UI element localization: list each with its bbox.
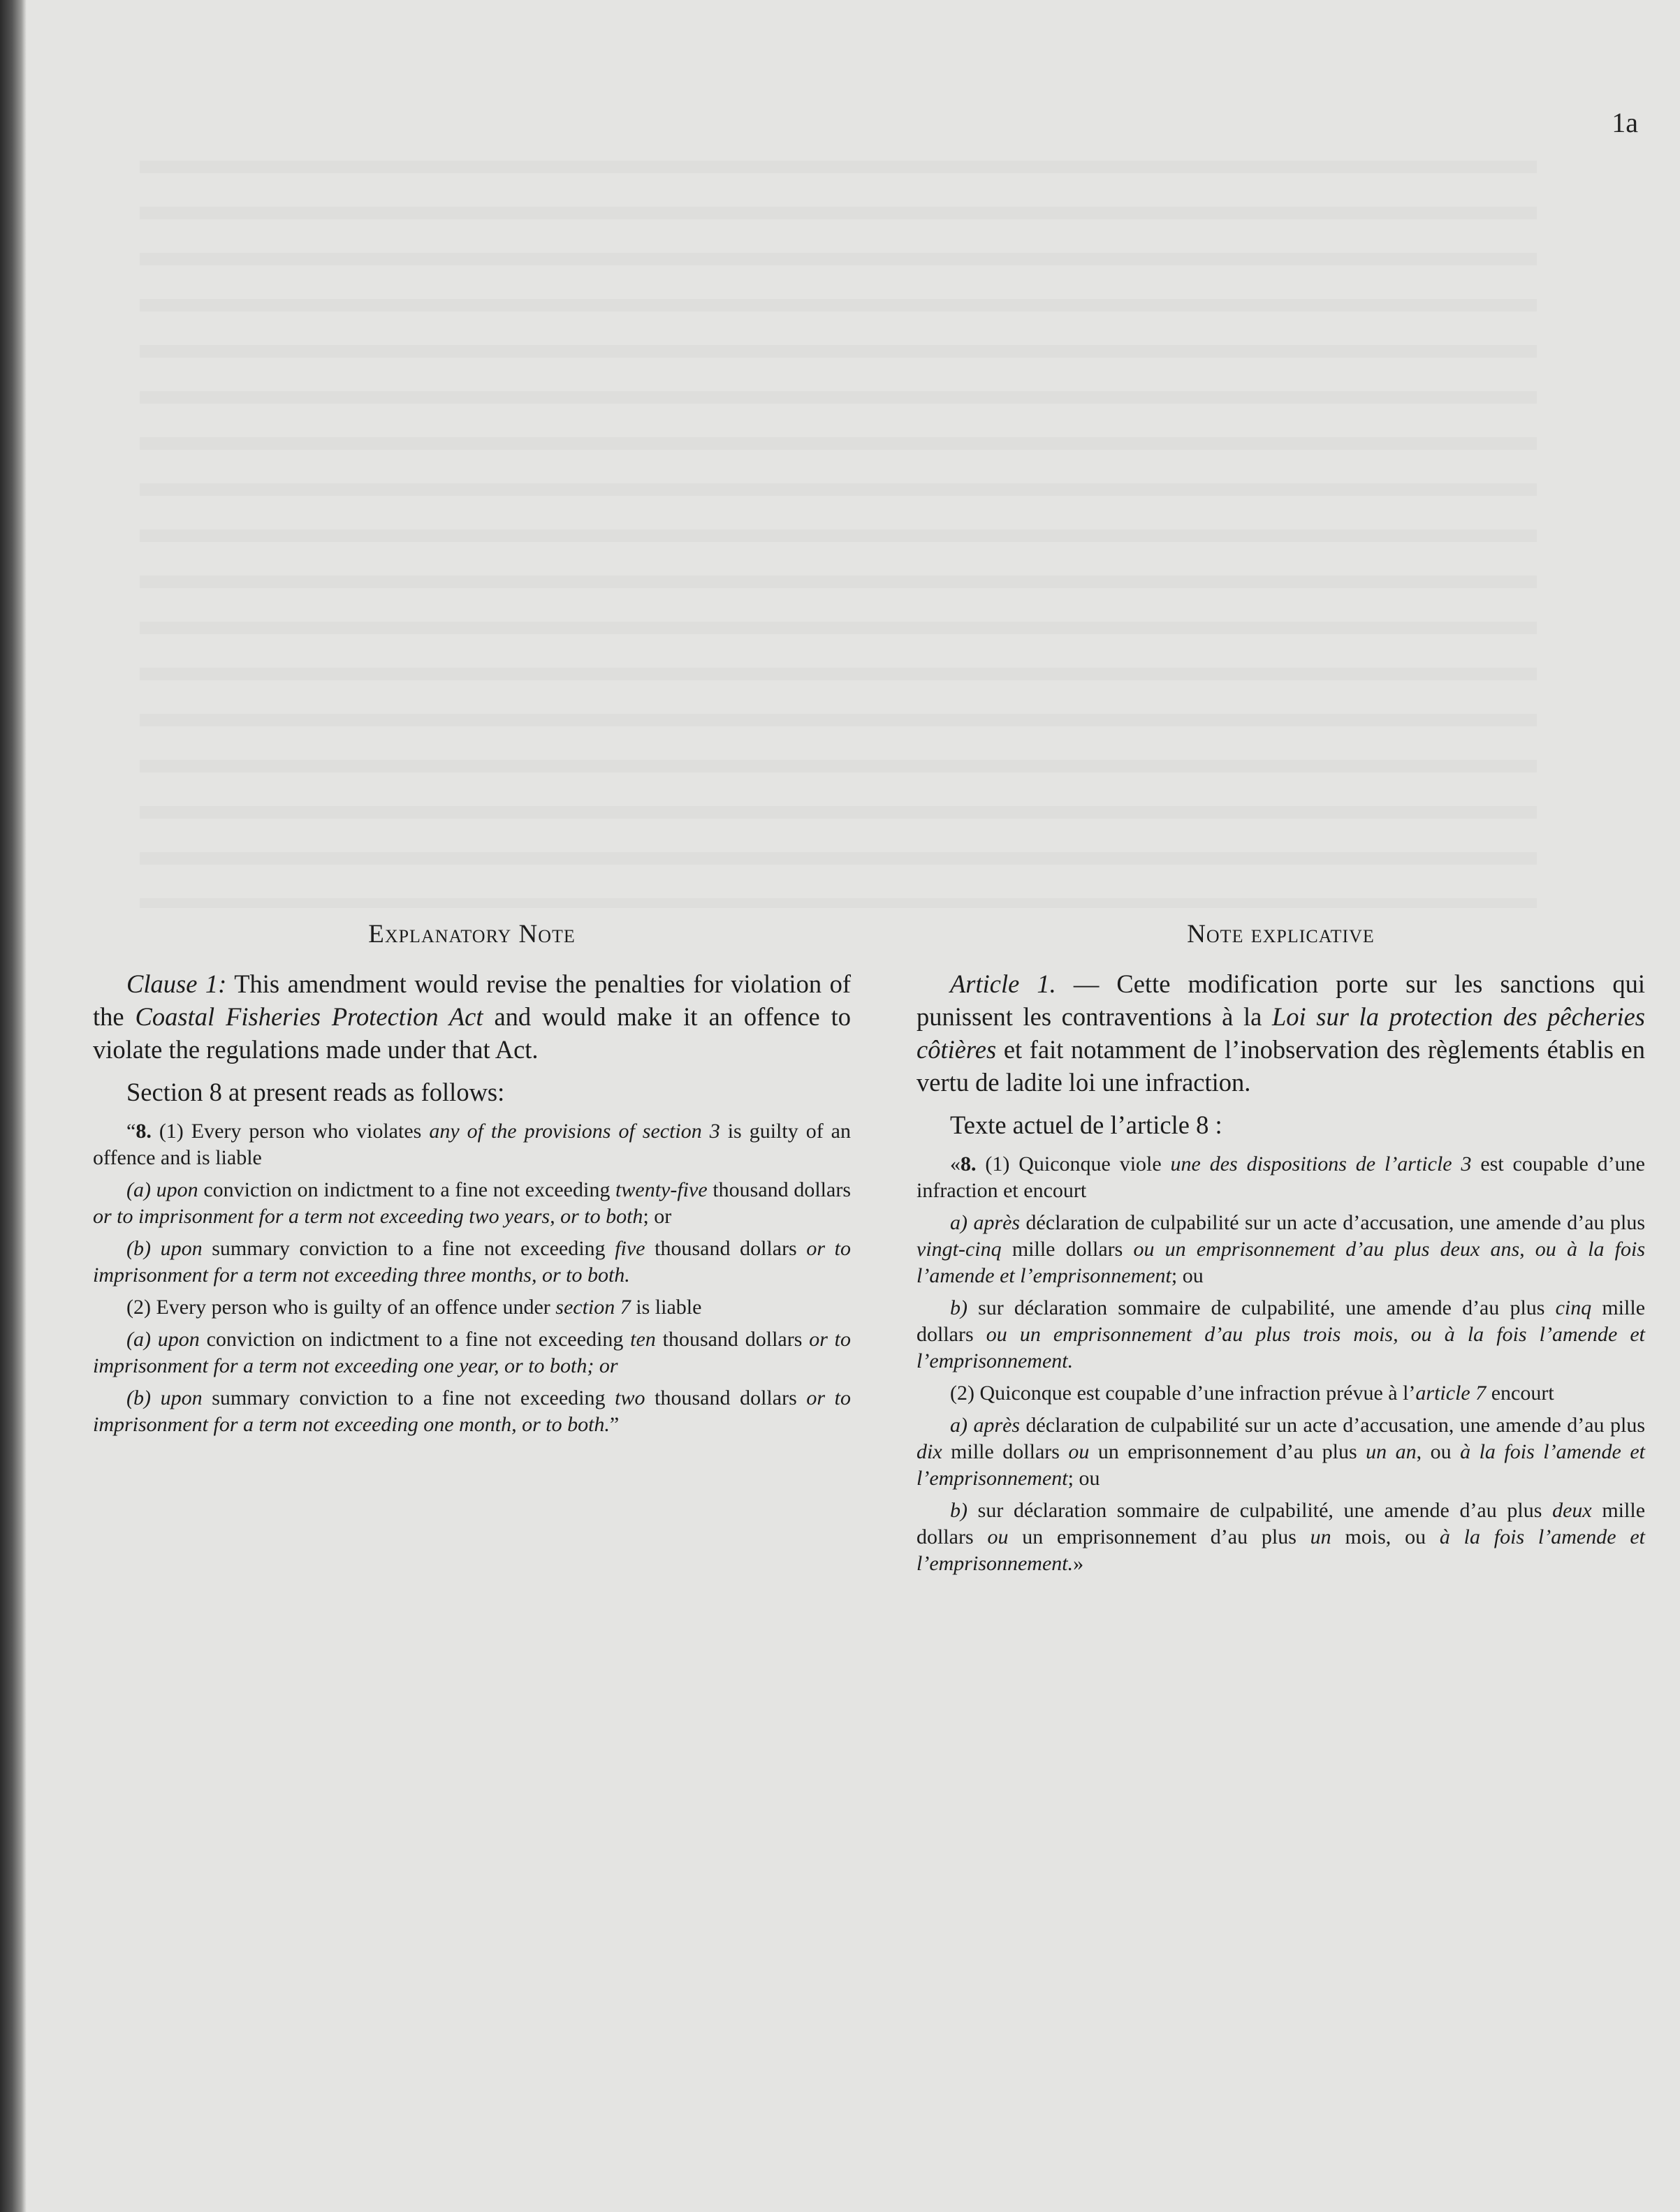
english-section-8-lead: Section 8 at present reads as follows: [126, 1078, 505, 1106]
english-s8-1b: (b) upon summary conviction to a fine not exceeding five thousand dollars or to imprisonment for a term not exceeding three months, or to both. [93, 1237, 852, 1287]
french-s8-1: «8. (1) Quiconque viole une des dispositions de l’article 3 est coupable d’une infraction et encourt [916, 1152, 1645, 1202]
explanatory-note-french [916, 919, 1645, 1584]
english-section-8-quote [93, 1118, 851, 1438]
english-clause-1-paragraph: Clause 1: This amendment would revise the penalties for violation of the Coastal Fisheries Protection Act and would make it an offence to violate the regulations made under that Act. [93, 969, 852, 1064]
english-heading: Explanatory Note [368, 920, 576, 948]
french-article-8-quote [916, 1151, 1645, 1577]
english-s8-2a: (a) upon conviction on indictment to a fine not exceeding ten thousand dollars or to imprisonment for a term not exceeding one year, or to both; or [93, 1328, 851, 1377]
english-s8-2: (2) Every person who is guilty of an offence under section 7 is liable [126, 1296, 702, 1319]
french-s8-2b: b) sur déclaration sommaire de culpabilité, une amende d’au plus deux mille dollars ou un emprisonnement d’au plus un mois, ou à la fois l’amende et l’emprisonnement.» [916, 1499, 1646, 1575]
english-s8-1a: (a) upon conviction on indictment to a fine not exceeding twenty-five thousand dollars or to imprisonment for a term not exceeding two years, or to both; or [93, 1178, 851, 1228]
french-article-1-paragraph: Article 1. — Cette modification porte sur les sanctions qui punissent les contraventions à la Loi sur la protection des pêcheries côtières et fait notamment de l’inobservation des règlements établis en vertu de ladite loi une infraction. [916, 969, 1646, 1097]
french-s8-1a: a) après déclaration de culpabilité sur un acte d’accusation, une amende d’au plus vingt-cinq mille dollars ou un emprisonnement d’au plus deux ans, ou à la fois l’amende et l’emprisonnement; ou [916, 1211, 1646, 1287]
explanatory-note-english [93, 919, 851, 1445]
french-s8-2: (2) Quiconque est coupable d’une infraction prévue à l’article 7 encourt [950, 1382, 1554, 1405]
french-s8-2a: a) après déclaration de culpabilité sur un acte d’accusation, une amende d’au plus dix mille dollars ou un emprisonnement d’au plus un an, ou à la fois l’amende et l’emprisonnement; ou [916, 1414, 1646, 1490]
english-s8-1: “8. (1) Every person who violates any of the provisions of section 3 is guilty of an offence and is liable [93, 1120, 851, 1169]
book-spine-shadow [0, 0, 27, 2212]
french-article-8-lead: Texte actuel de l’article 8 : [950, 1111, 1222, 1139]
page-number: 1a [1612, 107, 1638, 138]
english-s8-2b: (b) upon summary conviction to a fine not exceeding two thousand dollars or to imprisonment for a term not exceeding one month, or to both.” [93, 1386, 852, 1436]
french-heading: Note explicative [1187, 920, 1375, 948]
french-s8-1b: b) sur déclaration sommaire de culpabilité, une amende d’au plus cinq mille dollars ou un emprisonnement d’au plus trois mois, ou à la fois l’amende et l’emprisonnement. [916, 1296, 1646, 1372]
bleed-through-texture [140, 140, 1537, 908]
